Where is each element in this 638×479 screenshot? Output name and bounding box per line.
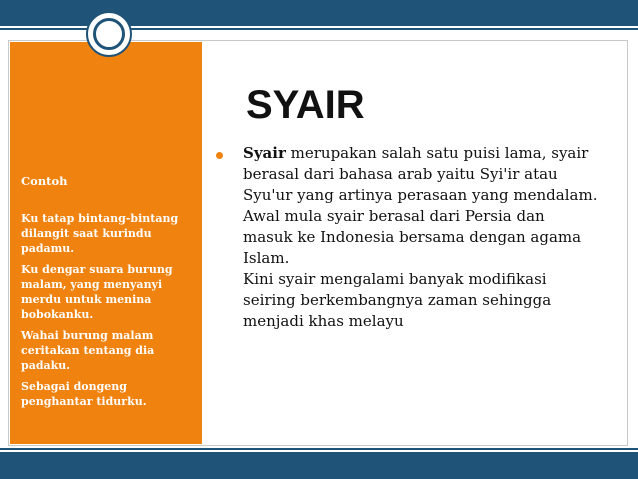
bottom-bar (0, 452, 638, 479)
bullet-line: Syu'ur yang artinya perasaan yang mendalam. (243, 186, 598, 204)
sidebar-panel (10, 42, 202, 444)
bullet-line: Awal mula syair berasal dari Persia dan (243, 207, 545, 225)
inner-ring (93, 18, 125, 50)
poem-line: Wahai burung malam ceritakan tentang dia padaku. (21, 329, 155, 372)
bottom-divider-line (0, 448, 638, 450)
sidebar-heading: Contoh (21, 174, 68, 188)
bullet-paragraph (243, 143, 623, 332)
bullet-line: masuk ke Indonesia bersama dengan agama (243, 228, 582, 246)
poem-line: Sebagai dongeng penghantar tidurku. (21, 380, 147, 408)
poem-line: Ku tatap bintang-bintang dilangit saat kurindu padamu. (21, 212, 179, 255)
bullet-line: Islam. (243, 249, 290, 267)
bullet-line: berasal dari bahasa arab yaitu Syi'ir atau (243, 165, 558, 183)
bullet-line (243, 143, 623, 164)
poem-line: Ku dengar suara burung malam, yang menyanyi merdu untuk menina bobokanku. (21, 263, 173, 321)
bullet-line: Kini syair mengalami banyak modifikasi (243, 270, 547, 288)
double-ring-circle-icon (86, 11, 132, 57)
bullet-first-line-rest: merupakan salah satu puisi lama, syair (285, 144, 589, 162)
bullet-term: Syair (243, 144, 286, 162)
bullet-line: seiring berkembangnya zaman sehingga (243, 291, 552, 309)
bullet-line: menjadi khas melayu (243, 312, 404, 330)
slide-title: SYAIR (246, 83, 365, 127)
bullet-dot-icon (216, 152, 223, 159)
